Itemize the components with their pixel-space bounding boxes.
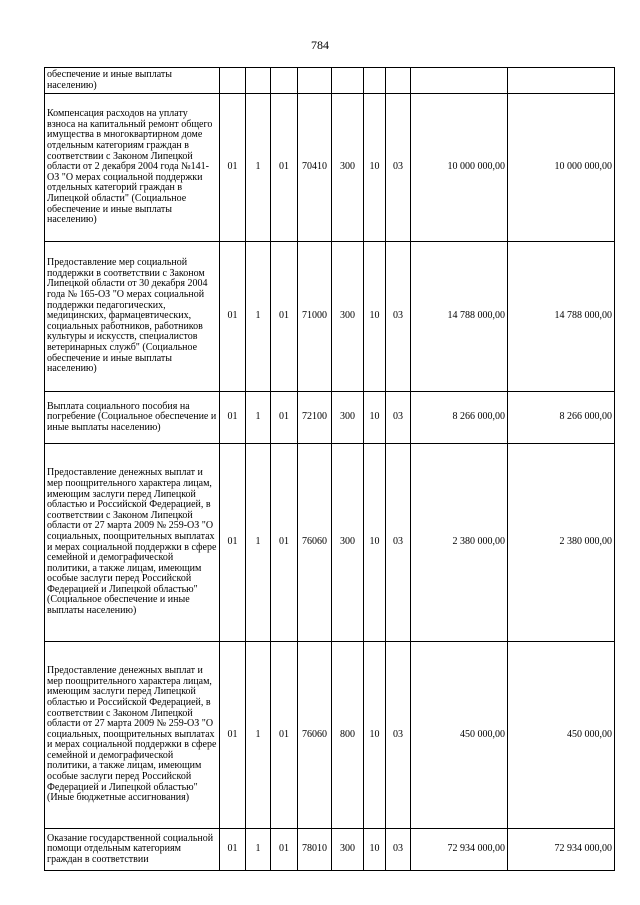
cell-amount: 72 934 000,00 [411, 829, 508, 871]
cell-code: 01 [271, 444, 298, 642]
cell-code: 03 [386, 94, 411, 242]
cell-amount: 450 000,00 [411, 642, 508, 829]
cell-code: 01 [271, 642, 298, 829]
row-description: Компенсация расходов на уплату взноса на капитальный ремонт общего имущества в многоквартирном доме отдельным категориям граждан в соответствии с Законом Липецкой области от 2 декабря 2004 года №141-ОЗ "О мерах социальной поддержки отдельных категорий граждан в Липецкой области" (Социальное обеспечение и иные выплаты населению) [45, 94, 220, 242]
cell-code: 300 [332, 829, 364, 871]
cell-amount: 14 788 000,00 [411, 242, 508, 392]
cell-code: 03 [386, 242, 411, 392]
cell-code: 1 [246, 242, 271, 392]
cell-code: 10 [364, 242, 386, 392]
cell-code [271, 68, 298, 94]
cell-code: 1 [246, 392, 271, 444]
row-description: Выплата социального пособия на погребение (Социальное обеспечение и иные выплаты населению) [45, 392, 220, 444]
cell-code: 300 [332, 392, 364, 444]
cell-amount: 72 934 000,00 [508, 829, 615, 871]
row-description: Оказание государственной социальной помощи отдельным категориям граждан в соответствии [45, 829, 220, 871]
cell-code: 300 [332, 444, 364, 642]
cell-code: 10 [364, 392, 386, 444]
cell-code: 01 [271, 94, 298, 242]
cell-code: 01 [220, 444, 246, 642]
cell-code: 10 [364, 444, 386, 642]
cell-code [332, 68, 364, 94]
cell-code: 01 [220, 642, 246, 829]
cell-code: 78010 [298, 829, 332, 871]
table-row [45, 642, 615, 829]
cell-code: 10 [364, 829, 386, 871]
cell-code: 01 [271, 242, 298, 392]
cell-code: 72100 [298, 392, 332, 444]
row-description: Предоставление мер социальной поддержки в соответствии с Законом Липецкой области от 30 декабря 2004 года № 165-ОЗ "О мерах социальной поддержки педагогических, медицинских, фармацевтических, социальных работников, работников культуры и искусств, специалистов ветеринарных служб" (Социальное обеспечение и иные выплаты населению) [45, 242, 220, 392]
cell-code: 10 [364, 94, 386, 242]
cell-code: 1 [246, 829, 271, 871]
cell-code: 10 [364, 642, 386, 829]
cell-code: 1 [246, 444, 271, 642]
cell-code: 01 [220, 392, 246, 444]
cell-code: 71000 [298, 242, 332, 392]
cell-amount: 8 266 000,00 [411, 392, 508, 444]
cell-amount: 10 000 000,00 [411, 94, 508, 242]
table-row [45, 68, 615, 94]
cell-code: 01 [271, 829, 298, 871]
cell-amount: 2 380 000,00 [411, 444, 508, 642]
cell-code: 03 [386, 444, 411, 642]
cell-code: 300 [332, 94, 364, 242]
cell-amount [508, 68, 615, 94]
row-description: Предоставление денежных выплат и мер поощрительного характера лицам, имеющим заслуги перед Липецкой областью и Российской Федерацией, в соответствии с Законом Липецкой области от 27 марта 2009 № 259-ОЗ "О социальных, поощрительных выплатах и мерах социальной поддержки в сфере семейной и демографической политики, а также лицам, имеющим особые заслуги перед Российской Федерацией и Липецкой областью" (Иные бюджетные ассигнования) [45, 642, 220, 829]
table-row [45, 444, 615, 642]
cell-code: 01 [220, 242, 246, 392]
cell-code: 300 [332, 242, 364, 392]
cell-amount: 8 266 000,00 [508, 392, 615, 444]
cell-code: 800 [332, 642, 364, 829]
cell-code: 01 [271, 392, 298, 444]
cell-code: 1 [246, 94, 271, 242]
table-row [45, 94, 615, 242]
page-number: 784 [311, 38, 329, 52]
cell-amount: 450 000,00 [508, 642, 615, 829]
cell-code [246, 68, 271, 94]
cell-amount: 2 380 000,00 [508, 444, 615, 642]
cell-code [364, 68, 386, 94]
cell-code [298, 68, 332, 94]
budget-table [44, 67, 615, 871]
row-description: Предоставление денежных выплат и мер поощрительного характера лицам, имеющим заслуги перед Липецкой областью и Российской Федерацией, в соответствии с Законом Липецкой области от 27 марта 2009 № 259-ОЗ "О социальных, поощрительных выплатах и мерах социальной поддержки в сфере семейной и демографической политики, а также лицам, имеющим особые заслуги перед Российской Федерацией и Липецкой областью" (Социальное обеспечение и иные выплаты населению) [45, 444, 220, 642]
cell-code: 76060 [298, 444, 332, 642]
cell-code: 01 [220, 829, 246, 871]
cell-code [220, 68, 246, 94]
cell-code: 76060 [298, 642, 332, 829]
cell-amount: 14 788 000,00 [508, 242, 615, 392]
cell-code: 70410 [298, 94, 332, 242]
cell-code: 03 [386, 642, 411, 829]
table-row [45, 242, 615, 392]
cell-code: 1 [246, 642, 271, 829]
cell-code: 01 [220, 94, 246, 242]
table-row [45, 829, 615, 871]
cell-amount [411, 68, 508, 94]
table-row [45, 392, 615, 444]
row-description: обеспечение и иные выплаты населению) [45, 68, 220, 94]
cell-code [386, 68, 411, 94]
cell-amount: 10 000 000,00 [508, 94, 615, 242]
cell-code: 03 [386, 392, 411, 444]
cell-code: 03 [386, 829, 411, 871]
